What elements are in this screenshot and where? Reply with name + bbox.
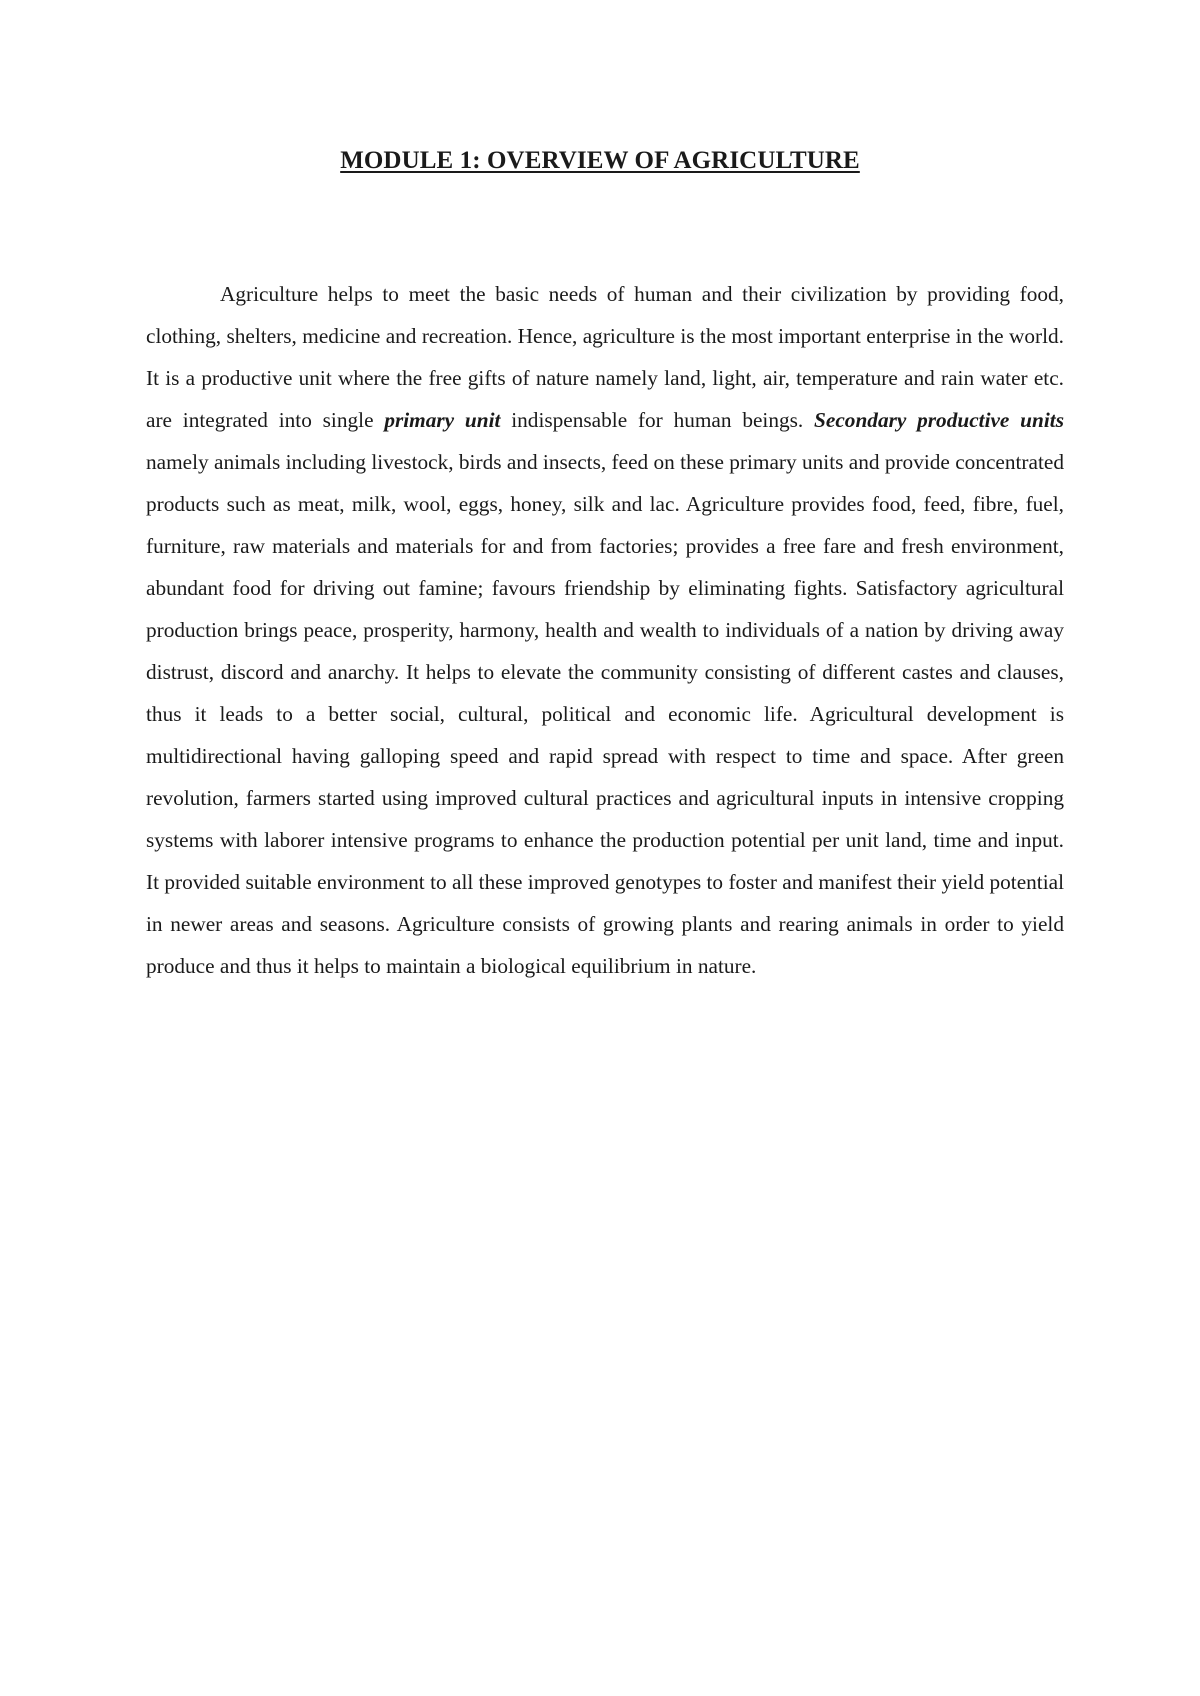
paragraph-text: namely animals including livestock, birds and insects, feed on these primary units and provide concentrated products such as meat, milk, wool, eggs, honey, silk and lac. Agriculture provides food, feed, fibre, fuel, furniture, raw materials and materials for and from factories; provides a free fare and fresh environment, abundant food for driving out famine; favours friendship by eliminating fights. Satisfactory agricultural production brings peace, prosperity, harmony, health and wealth to individuals of a nation by driving away distrust, discord and anarchy. It helps to elevate the community consisting of different castes and clauses, thus it leads to a better social, cultural, political and economic life. Agricultural development is multidirectional having galloping speed and rapid spread with respect to time and space. After green revolution, farmers started using improved cultural practices and agricultural inputs in intensive cropping systems with laborer intensive programs to enhance the production potential per unit land, time and input. It provided suitable environment to all these improved genotypes to foster and manifest their yield potential in newer areas and seasons. Agriculture consists of growing plants and rearing animals in order to yield produce and thus it helps to maintain a biological equilibrium in nature. bbox=[146, 450, 1064, 978]
emphasis-secondary-productive-units: Secondary productive units bbox=[814, 408, 1064, 432]
emphasis-primary-unit: primary unit bbox=[384, 408, 501, 432]
body-paragraph bbox=[146, 273, 1064, 987]
paragraph-text: indispensable for human beings. bbox=[500, 408, 815, 432]
paragraph-text: Agriculture helps to meet the basic needs of human and their civilization by providing food, clothing, shelters, medicine and recreation. Hence, agriculture is the most important enterprise in the world. It is a productive unit where the free gifts of nature namely land, light, air, temperature and rain water etc. are integrated into single bbox=[146, 282, 1064, 432]
page-title: MODULE 1: OVERVIEW OF AGRICULTURE bbox=[340, 147, 860, 174]
